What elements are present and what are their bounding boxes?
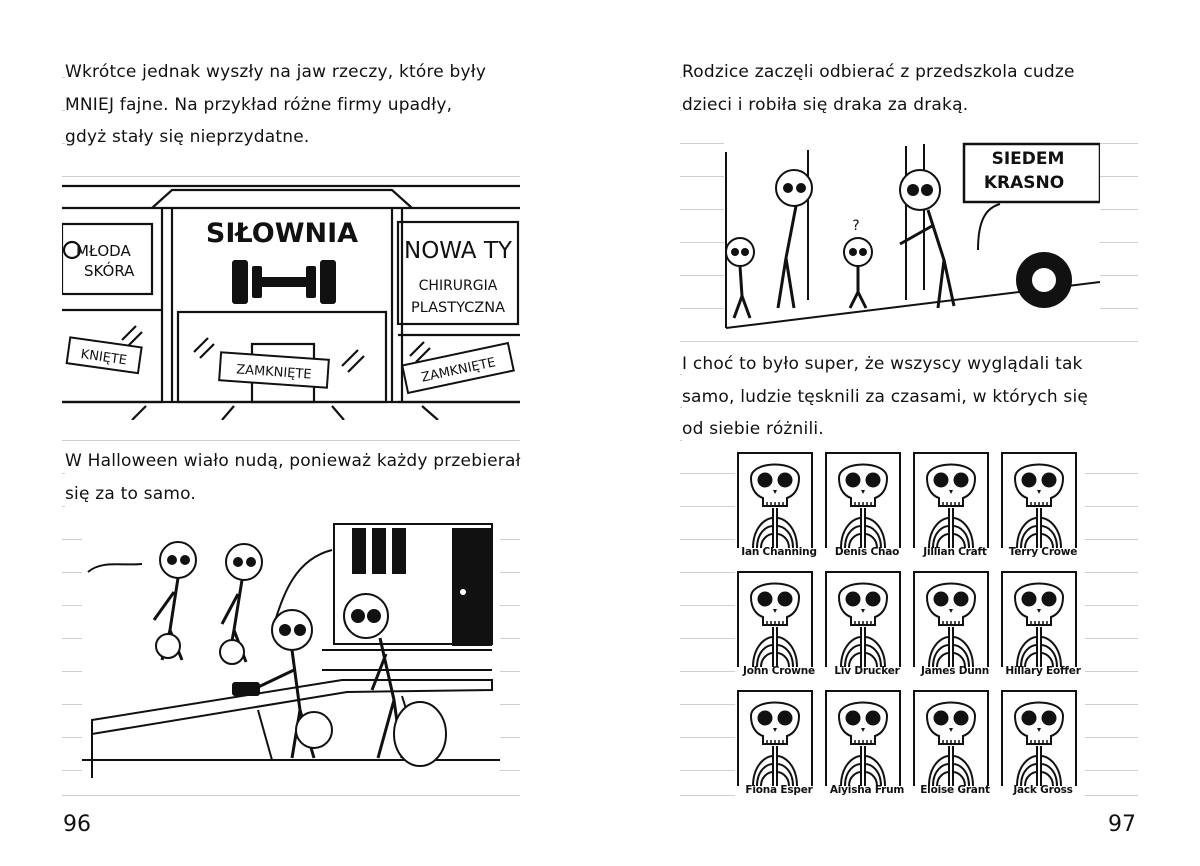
text-line: W Halloween wiało nudą, ponieważ każdy przebierał: [65, 451, 521, 471]
student-name: Denis Chao: [834, 546, 900, 558]
question-mark: ?: [852, 218, 860, 234]
yearbook-portrait: [823, 571, 911, 689]
yearbook-portrait: [735, 452, 823, 570]
sign-plastyczna: PLASTYCZNA: [410, 300, 506, 316]
student-name: John Crowne: [743, 665, 815, 677]
yearbook-portrait: [999, 690, 1087, 808]
page-number-left: 96: [63, 812, 91, 837]
yearbook-portrait: [823, 452, 911, 570]
closed-banner-center: ZAMKNIĘTE: [235, 362, 312, 383]
text-line: od siebie różnili.: [682, 419, 824, 439]
skeleton-portrait: [825, 452, 909, 548]
text-line: Wkrótce jednak wyszły na jaw rzeczy, które były: [65, 62, 487, 82]
skeleton-figure: [844, 238, 872, 308]
text-line: MNIEJ fajne. Na przykład różne firmy upadły,: [65, 94, 453, 115]
closed-banner-left: KNIĘTE: [79, 347, 128, 369]
student-name: James Dunn: [920, 665, 990, 677]
skeleton-portrait: [913, 452, 997, 548]
student-name: Aiyisha Frum: [829, 784, 905, 796]
yearbook-portrait: [999, 571, 1087, 689]
skeleton-portrait: [1001, 452, 1085, 548]
paragraph-preschool: [682, 56, 1142, 121]
preschool-pickup-illustration: [724, 140, 1100, 332]
skeleton-figure: [220, 544, 262, 664]
gym-sign: SIŁOWNIA: [205, 218, 359, 249]
right-page: [600, 0, 1200, 866]
skeleton-portrait: [913, 571, 997, 667]
sign-skora: SKÓRA: [84, 262, 135, 280]
text-line: Rodzice zaczęli odbierać z przedszkola cudze: [682, 62, 1075, 82]
student-name: Hillary Eoffer: [1005, 665, 1081, 677]
skeleton-figure: [154, 542, 196, 660]
sign-mloda: MŁODA: [76, 242, 131, 260]
skeleton-portrait: [1001, 690, 1085, 786]
student-name: Terry Crowe: [1008, 546, 1078, 558]
halloween-skeletons-illustration: [82, 520, 500, 782]
paragraph-halloween: [65, 445, 525, 510]
student-name: Fiona Esper: [745, 784, 813, 796]
sign-nowa-ty: NOWA TY: [404, 238, 512, 264]
student-name: Liv Drucker: [834, 665, 900, 677]
paragraph-layoffs: [65, 56, 525, 154]
skeleton-figure: [776, 170, 812, 308]
skeleton-portrait: [737, 690, 821, 786]
skeleton-portrait: [737, 452, 821, 548]
yearbook-grid: [735, 452, 1085, 808]
text-line: gdyż stały się nieprzydatne.: [65, 127, 310, 147]
preschool-sign-line2: KRASNO: [983, 173, 1065, 193]
student-name: Ian Channing: [741, 546, 817, 558]
yearbook-portrait: [823, 690, 911, 808]
yearbook-portrait: [735, 690, 823, 808]
yearbook-portrait: [911, 571, 999, 689]
text-line: samo, ludzie tęsknili za czasami, w których się: [682, 386, 1089, 407]
yearbook-portrait: [911, 690, 999, 808]
text-line: się za to samo.: [65, 483, 196, 504]
skeleton-portrait: [825, 571, 909, 667]
skeleton-portrait: [737, 571, 821, 667]
skeleton-portrait: [825, 690, 909, 786]
skeleton-portrait: [1001, 571, 1085, 667]
skeleton-portrait: [913, 690, 997, 786]
sign-chirurgia: CHIRURGIA: [418, 278, 498, 294]
page-number-right: 97: [1108, 812, 1136, 837]
student-name: Jack Gross: [1013, 784, 1073, 796]
skeleton-figure: [900, 170, 954, 308]
skeleton-figure: [726, 238, 754, 318]
yearbook-portrait: [735, 571, 823, 689]
yearbook-portrait: [911, 452, 999, 570]
text-line: I choć to było super, że wszyscy wyglądali tak: [682, 354, 1083, 374]
student-name: Eloise Grant: [920, 784, 990, 796]
text-line: dzieci i robiła się draka za draką.: [682, 94, 969, 115]
yearbook-portrait: [999, 452, 1087, 570]
student-name: Jillian Craft: [923, 546, 987, 558]
preschool-sign-line1: SIEDEM: [991, 149, 1065, 169]
closed-banner-right: ZAMKNIĘTE: [420, 355, 497, 386]
paragraph-sameness: [682, 348, 1142, 446]
closed-storefronts-illustration: [62, 180, 520, 420]
